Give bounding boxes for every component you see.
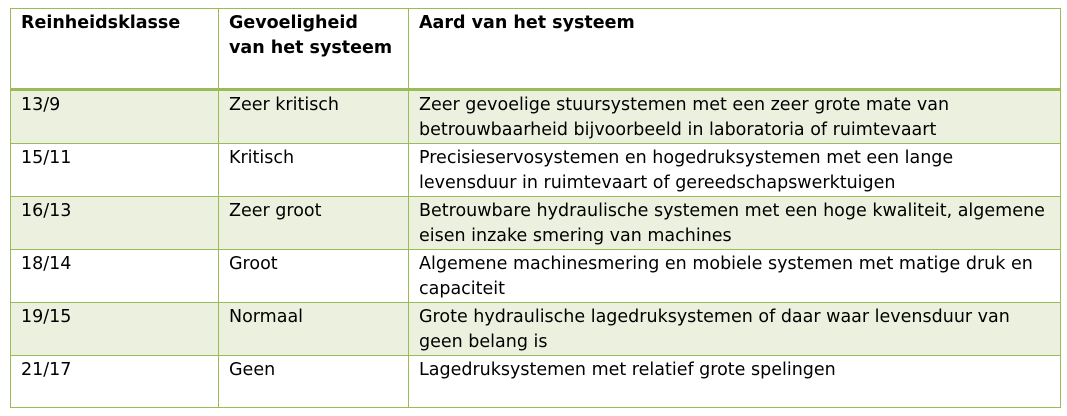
- header-gevoeligheid: Gevoeligheid van het systeem: [219, 9, 409, 90]
- cell-klasse: 19/15: [11, 303, 219, 356]
- cleanliness-table-container: [10, 8, 1060, 408]
- cell-gevoeligheid: Groot: [219, 250, 409, 303]
- cell-klasse: 15/11: [11, 144, 219, 197]
- cell-gevoeligheid: Zeer groot: [219, 197, 409, 250]
- cell-aard: Lagedruksystemen met relatief grote spelingen: [409, 356, 1061, 408]
- cleanliness-class-table: [10, 8, 1061, 408]
- cell-gevoeligheid: Kritisch: [219, 144, 409, 197]
- cell-gevoeligheid: Zeer kritisch: [219, 90, 409, 144]
- table-row: [11, 303, 1061, 356]
- header-aard: Aard van het systeem: [409, 9, 1061, 90]
- table-row: [11, 197, 1061, 250]
- cell-klasse: 21/17: [11, 356, 219, 408]
- cell-gevoeligheid: Normaal: [219, 303, 409, 356]
- table-row: [11, 356, 1061, 408]
- cell-aard: Zeer gevoelige stuursystemen met een zeer grote mate van betrouwbaarheid bijvoorbeeld in laboratoria of ruimtevaart: [409, 90, 1061, 144]
- header-reinheidsklasse: Reinheidsklasse: [11, 9, 219, 90]
- cell-aard: Grote hydraulische lagedruksystemen of daar waar levensduur van geen belang is: [409, 303, 1061, 356]
- cell-gevoeligheid: Geen: [219, 356, 409, 408]
- cell-klasse: 18/14: [11, 250, 219, 303]
- cell-aard: Precisieservosystemen en hogedruksystemen met een lange levensduur in ruimtevaart of gereedschapswerktuigen: [409, 144, 1061, 197]
- cell-klasse: 13/9: [11, 90, 219, 144]
- table-row: [11, 144, 1061, 197]
- table-row: [11, 90, 1061, 144]
- table-row: [11, 250, 1061, 303]
- table-header-row: [11, 9, 1061, 90]
- cell-aard: Algemene machinesmering en mobiele systemen met matige druk en capaciteit: [409, 250, 1061, 303]
- cell-aard: Betrouwbare hydraulische systemen met een hoge kwaliteit, algemene eisen inzake smering van machines: [409, 197, 1061, 250]
- cell-klasse: 16/13: [11, 197, 219, 250]
